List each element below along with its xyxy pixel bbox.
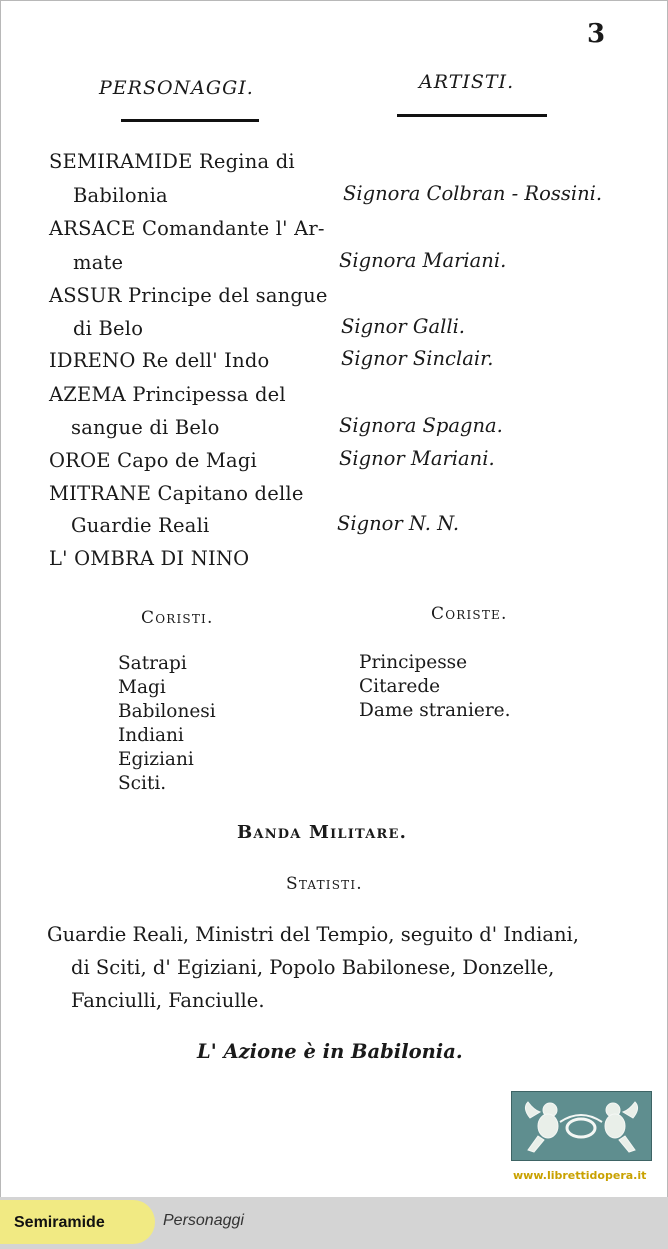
characters-underline xyxy=(121,119,259,122)
artists-header: ARTISTI. xyxy=(419,71,515,93)
chorus-member: Sciti. xyxy=(118,773,167,794)
chorus-men-title: Coristi. xyxy=(141,608,214,628)
cast-line: SEMIRAMIDE Regina di xyxy=(49,150,295,173)
chorus-member: Egiziani xyxy=(118,749,194,770)
chorus-women-list xyxy=(359,651,511,723)
artist-name: Signor Galli. xyxy=(341,315,466,338)
chorus-member: Babilonesi xyxy=(118,701,216,722)
characters-header: PERSONAGGI. xyxy=(99,77,254,99)
cherubs-illustration-icon xyxy=(512,1092,651,1160)
chorus-member: Principesse xyxy=(359,652,468,673)
setting-line: L' Azione è in Babilonia. xyxy=(197,1040,463,1063)
cast-line: IDRENO Re dell' Indo xyxy=(49,349,270,372)
cast-line: sangue di Belo xyxy=(71,416,220,439)
chorus-member: Dame straniere. xyxy=(359,700,511,721)
cast-line: L' OMBRA DI NINO xyxy=(49,547,250,570)
band-title: Banda Militare. xyxy=(237,822,408,843)
section-breadcrumb[interactable]: Personaggi xyxy=(163,1212,244,1229)
chorus-member: Indiani xyxy=(118,725,184,746)
extras-line: di Sciti, d' Egiziani, Popolo Babilonese, Donzelle, xyxy=(71,956,555,979)
artists-underline xyxy=(397,114,547,117)
chorus-member: Magi xyxy=(118,677,166,698)
footer-bar xyxy=(0,1197,668,1249)
site-link[interactable]: www.librettidopera.it xyxy=(513,1169,647,1182)
cast-line: AZEMA Principessa del xyxy=(49,383,286,406)
extras-title: Statisti. xyxy=(286,874,363,894)
cast-line: di Belo xyxy=(73,317,144,340)
page-number: 3 xyxy=(587,19,606,49)
cast-line: OROE Capo de Magi xyxy=(49,449,257,472)
chorus-member: Citarede xyxy=(359,676,441,697)
artist-name: Signora Colbran - Rossini. xyxy=(343,182,603,205)
artist-name: Signor Sinclair. xyxy=(341,347,494,370)
artist-name: Signor Mariani. xyxy=(339,447,495,470)
cast-line: Babilonia xyxy=(73,184,168,207)
extras-line: Guardie Reali, Ministri del Tempio, seguito d' Indiani, xyxy=(47,923,579,946)
work-title[interactable]: Semiramide xyxy=(14,1214,105,1231)
chorus-member: Satrapi xyxy=(118,653,187,674)
artist-name: Signora Spagna. xyxy=(339,414,503,437)
extras-line: Fanciulli, Fanciulle. xyxy=(71,989,265,1012)
artist-name: Signora Mariani. xyxy=(339,249,507,272)
chorus-women-title: Coriste. xyxy=(431,604,508,624)
chorus-men-list xyxy=(118,652,216,796)
cast-line: ASSUR Principe del sangue xyxy=(49,284,328,307)
artist-name: Signor N. N. xyxy=(337,512,460,535)
cast-line: Guardie Reali xyxy=(71,514,210,537)
cast-line: mate xyxy=(73,251,124,274)
cast-line: ARSACE Comandante l' Ar- xyxy=(49,217,325,240)
title-pill[interactable] xyxy=(0,1200,155,1244)
cast-line: MITRANE Capitano delle xyxy=(49,482,304,505)
cherubs-vignette-image xyxy=(511,1091,652,1161)
